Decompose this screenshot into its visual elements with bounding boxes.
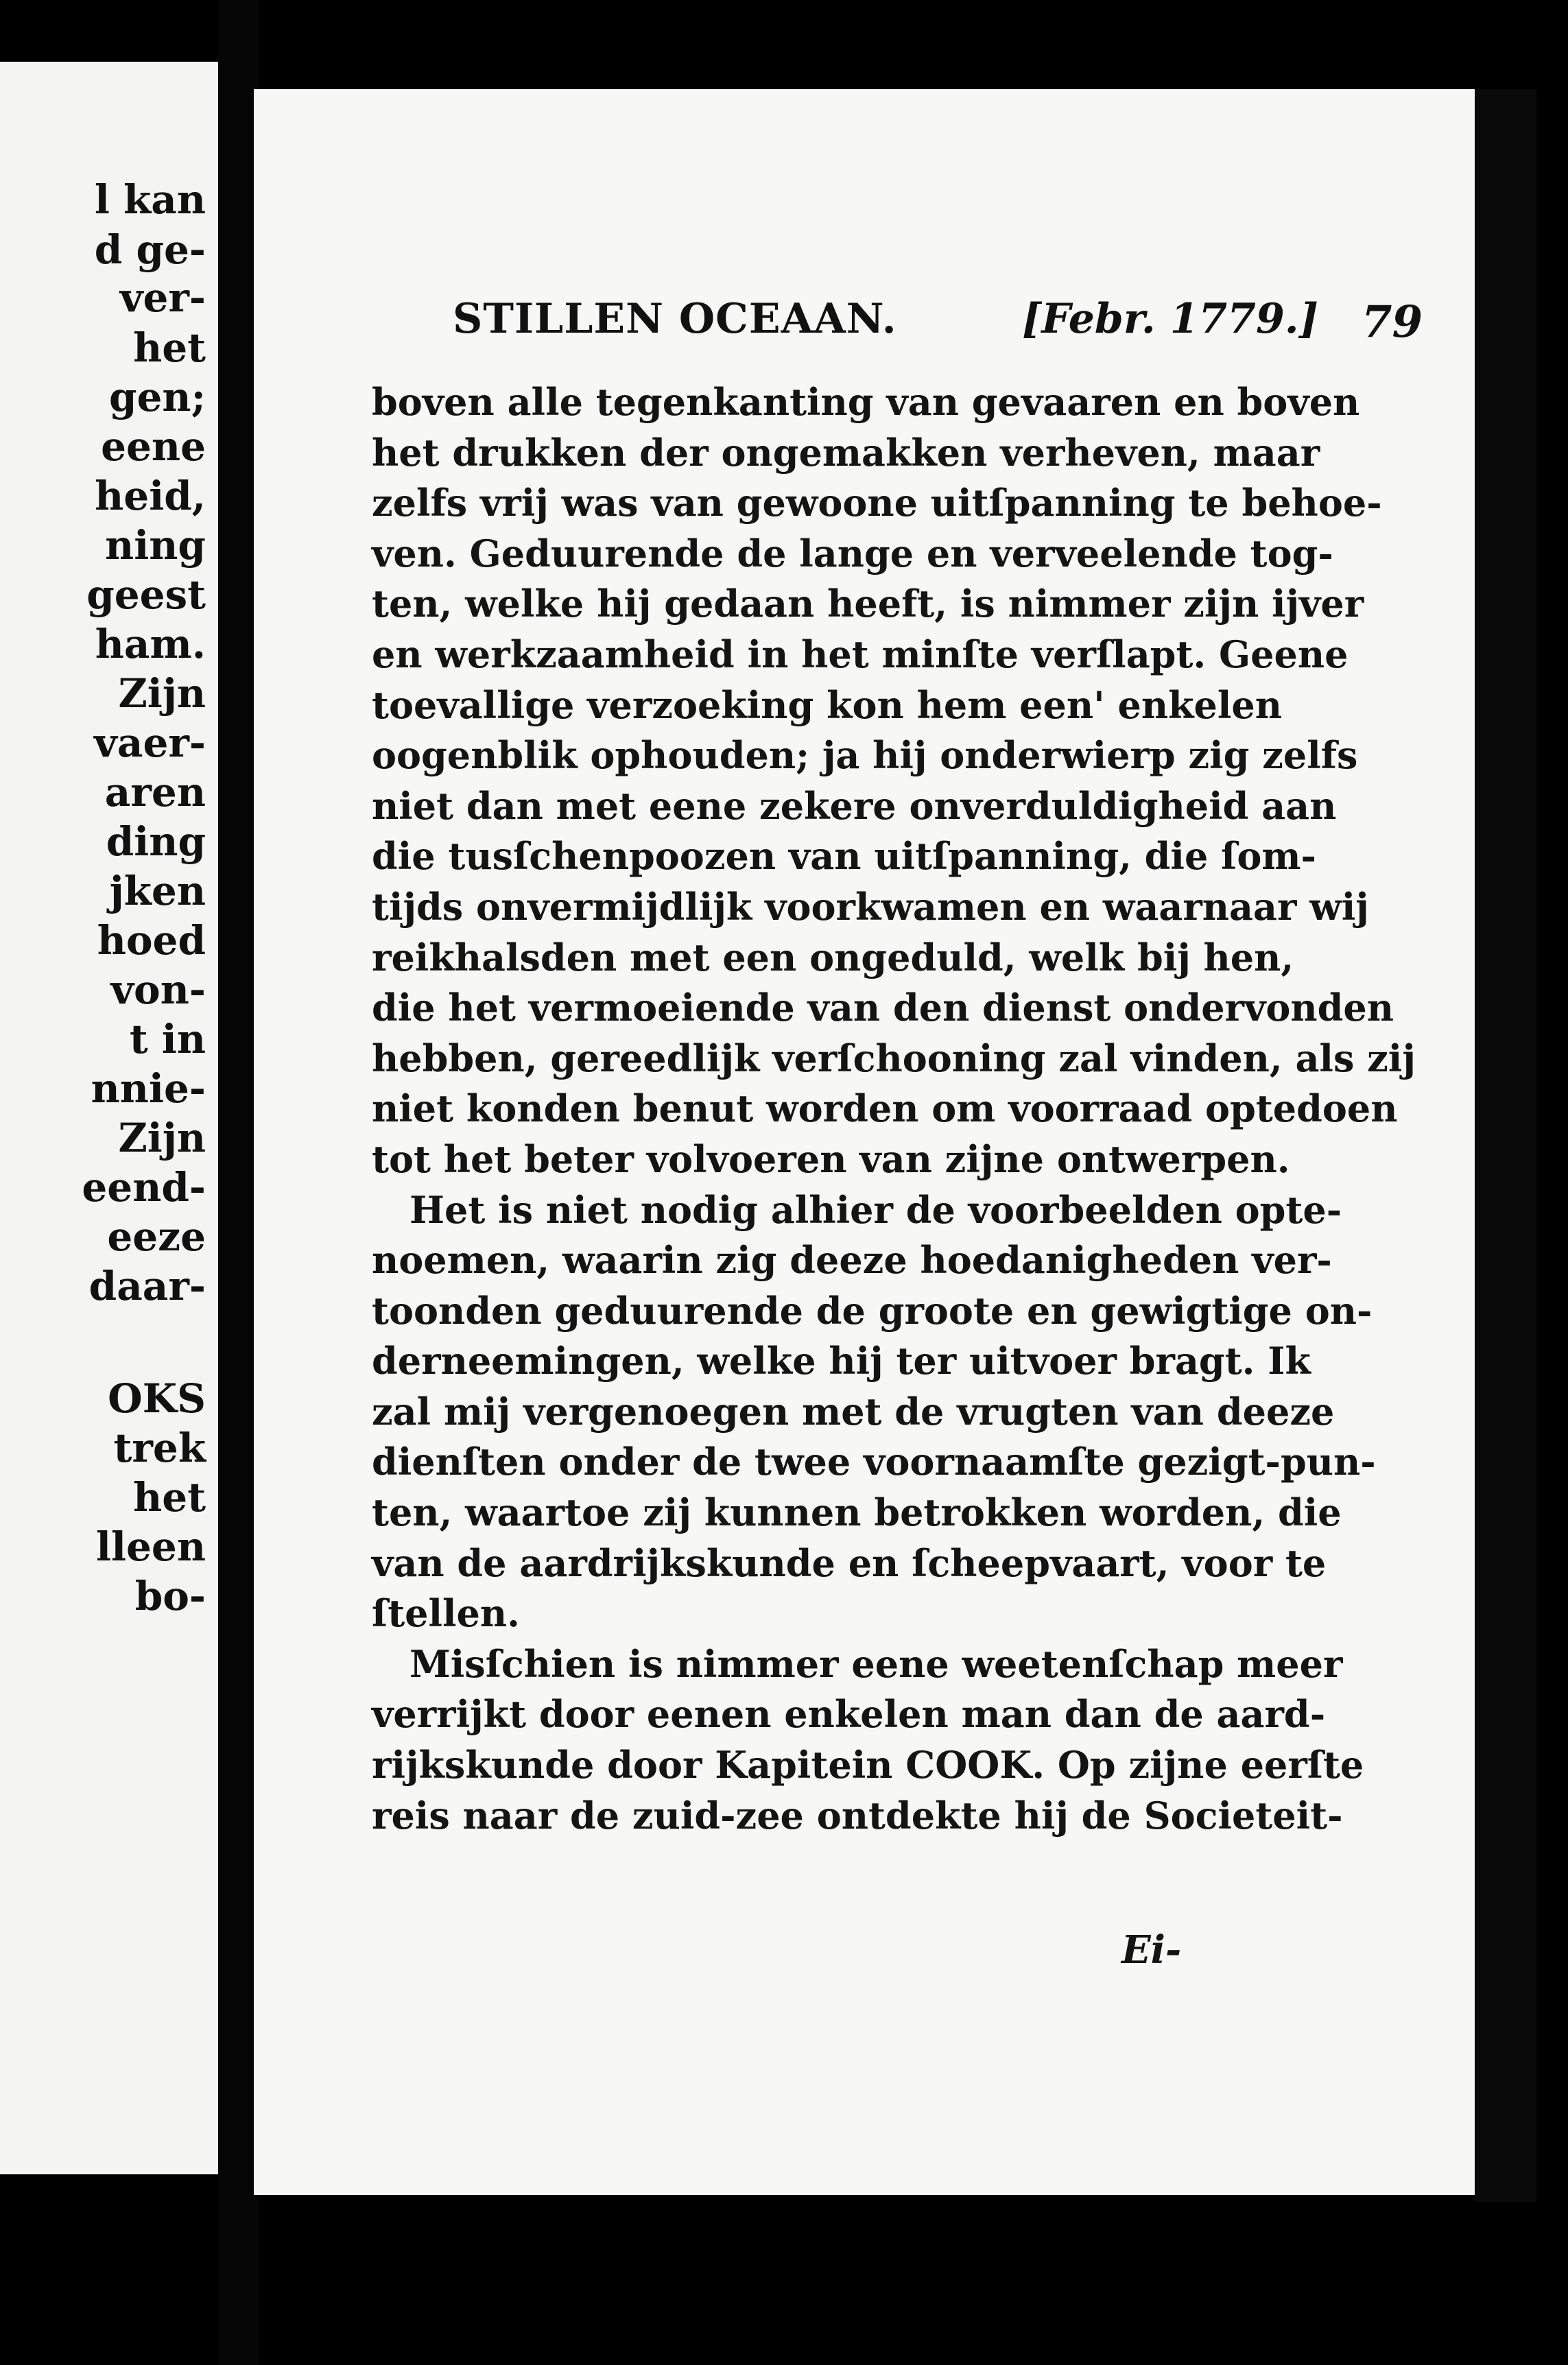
left-page-fragment: nnie- — [91, 1065, 206, 1112]
book-gutter — [218, 0, 259, 2365]
left-page-fragment: gen; — [108, 374, 206, 420]
left-page-fragment: eeze — [107, 1213, 206, 1260]
text-line: Het is niet nodig alhier de voorbeelden opte- — [409, 1187, 1342, 1232]
text-line: ven. Geduurende de lange en verveelende tog- — [372, 531, 1333, 575]
left-page-fragment: ding — [106, 818, 206, 865]
catchword: Ei- — [1121, 1927, 1182, 1973]
text-line: rijkskunde door Kapitein COOK. Op zijne eerſte — [372, 1743, 1364, 1787]
text-line: reis naar de zuid-zee ontdekte hij de Societeit- — [372, 1793, 1343, 1838]
text-line: en werkzaamheid in het minſte verſlapt. Geene — [372, 632, 1349, 676]
paragraph — [372, 1185, 1376, 1639]
left-page-fragment: jken — [109, 868, 206, 914]
text-line: zelfs vrij was van gewoone uitſpanning te behoe- — [372, 481, 1382, 525]
text-line: niet dan met eene zekere onverduldigheid aan — [372, 783, 1337, 828]
left-page-fragment: trek — [113, 1425, 206, 1471]
left-page-fragment: lleen — [95, 1523, 206, 1570]
page-number: 79 — [1362, 296, 1423, 348]
left-page-fragment: eene — [101, 423, 206, 470]
left-page-fragment: Zijn — [118, 670, 206, 717]
text-line: zal mij vergenoegen met de vrugten van deeze — [372, 1389, 1335, 1434]
text-line: toevallige verzoeking kon hem een' enkelen — [372, 682, 1282, 727]
text-line: oogenblik ophouden; ja hij onderwierp zig zelfs — [372, 733, 1358, 778]
left-page-fragment: t in — [129, 1016, 206, 1062]
text-line: ſtellen. — [372, 1591, 520, 1636]
running-head — [453, 295, 1488, 357]
left-page-fragment: daar- — [88, 1263, 206, 1309]
left-page-fragment: von- — [110, 966, 206, 1013]
text-line: die het vermoeiende van den dienst ondervonden — [372, 986, 1394, 1030]
text-line: het drukken der ongemakken verheven, maar — [372, 430, 1320, 475]
left-page-fragment: aren — [104, 769, 206, 816]
left-page-fragment: bo- — [134, 1573, 206, 1619]
text-line: niet konden benut worden om voorraad optedoen — [372, 1086, 1398, 1131]
left-page-fragment: heid, — [95, 473, 206, 519]
text-line: die tusſchenpoozen van uitſpanning, die ſom- — [372, 834, 1316, 879]
left-page-fragment: Zijn — [118, 1115, 206, 1161]
text-line: noemen, waarin zig deeze hoedanigheden ver- — [372, 1238, 1332, 1283]
left-page-fragment: het — [133, 1474, 206, 1521]
text-line: hebben, gereedlijk verſchooning zal vinden, als zij — [372, 1036, 1416, 1080]
left-page-fragment: hoed — [97, 917, 206, 964]
left-page-fragment: vaer- — [94, 720, 206, 766]
left-page-fragment: eend- — [82, 1164, 206, 1211]
left-page-fragment: geest — [86, 571, 206, 618]
left-page-fragment: ning — [105, 522, 206, 569]
paragraph — [372, 1639, 1364, 1841]
body-text — [372, 377, 1416, 1841]
right-page — [254, 89, 1488, 2195]
page-edge-shadow — [1475, 89, 1536, 2202]
left-page-fragment: ver- — [119, 274, 206, 321]
text-line: tijds onvermijdlijk voorkwamen en waarnaar wij — [372, 884, 1369, 929]
left-page-fragment: OKS — [108, 1375, 206, 1422]
text-line: van de aardrijkskunde en ſcheepvaart, voor te — [372, 1541, 1327, 1585]
running-title: STILLEN OCEAAN. — [453, 295, 897, 343]
left-page-fragment: het — [133, 324, 206, 371]
left-page-fragment: l kan — [94, 176, 206, 223]
text-line: tot het beter volvoeren van zijne ontwerpen. — [372, 1137, 1290, 1181]
text-line: derneemingen, welke hij ter uitvoer bragt. Ik — [372, 1339, 1311, 1383]
text-line: boven alle tegenkanting van gevaaren en boven — [372, 380, 1360, 424]
text-line: dienſten onder de twee voornaamſte gezigt-pun- — [372, 1440, 1376, 1484]
text-line: ten, waartoe zij kunnen betrokken worden, die — [372, 1490, 1342, 1535]
left-facing-page — [0, 62, 218, 2174]
text-line: reikhalsden met een ongeduld, welk bij hen, — [372, 935, 1294, 979]
text-line: toonden geduurende de groote en gewigtige on- — [372, 1288, 1373, 1333]
text-line: Misſchien is nimmer eene weetenſchap meer — [409, 1641, 1343, 1686]
text-line: ten, welke hij gedaan heeft, is nimmer zijn ijver — [372, 582, 1364, 626]
left-page-fragment: d ge- — [94, 226, 206, 273]
text-line: verrijkt door eenen enkelen man dan de aard- — [372, 1692, 1326, 1737]
running-date: [Febr. 1779.] — [1022, 295, 1318, 343]
paragraph — [372, 377, 1416, 1185]
left-page-fragment: ham. — [95, 621, 206, 667]
